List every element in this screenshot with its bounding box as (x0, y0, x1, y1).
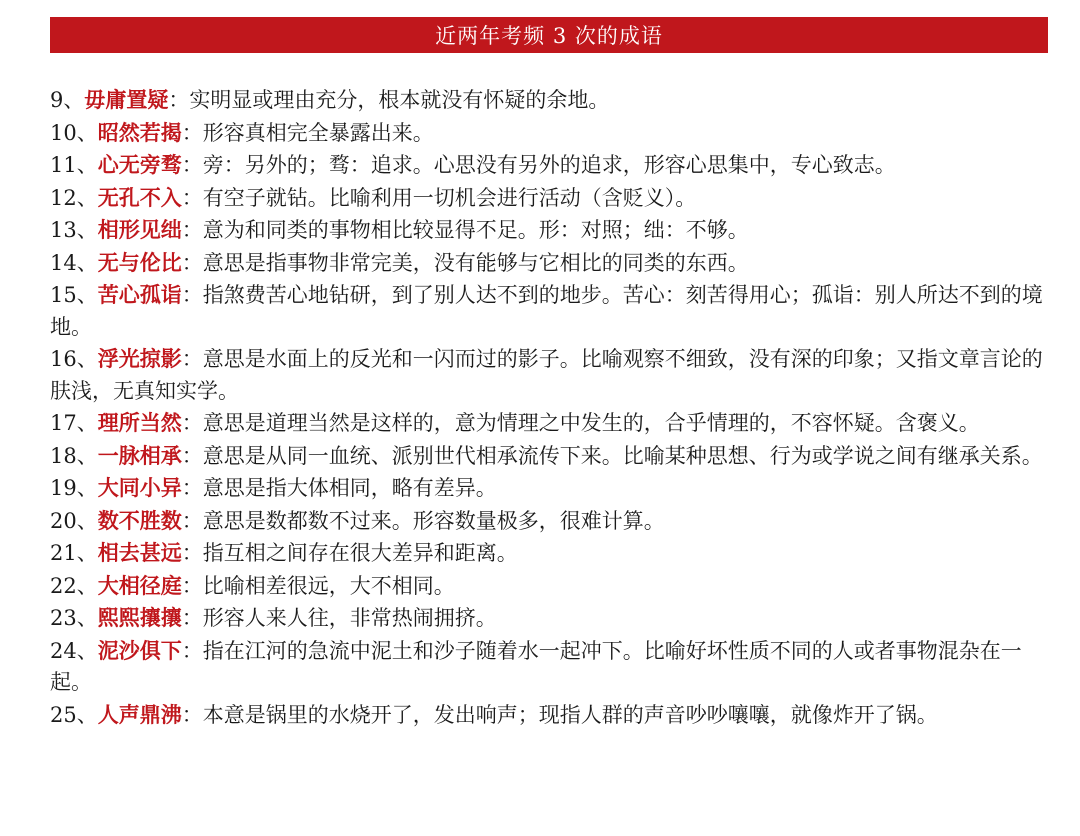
idiom-entry-15 (50, 602, 1050, 635)
idiom-entry-17 (50, 699, 1050, 732)
idiom-entry-7 (50, 279, 1050, 343)
idiom-definition: 指互相之间存在很大差异和距离。 (202, 541, 518, 565)
entry-colon: ： (181, 541, 203, 565)
entry-number: 13、 (50, 218, 98, 242)
idiom-term: 相形见绌 (97, 217, 182, 242)
entry-colon: ： (181, 573, 203, 598)
entry-number: 23、 (50, 606, 98, 630)
idiom-term: 大同小异 (97, 475, 182, 500)
idiom-entry-2 (50, 117, 1050, 150)
idiom-entry-6 (50, 247, 1050, 280)
idiom-list (50, 84, 1050, 731)
idiom-term: 心无旁骛 (97, 152, 182, 177)
idiom-definition: 形容人来人往，非常热闹拥挤。 (202, 606, 497, 630)
idiom-entry-16 (50, 635, 1050, 699)
idiom-definition: 形容真相完全暴露出来。 (202, 120, 434, 145)
entry-colon: ： (181, 120, 203, 145)
entry-number: 25、 (50, 702, 98, 727)
entry-colon: ： (181, 153, 203, 177)
idiom-term: 人声鼎沸 (97, 701, 182, 727)
idiom-term: 理所当然 (97, 410, 182, 435)
idiom-definition: 比喻相差很远，大不相同。 (202, 573, 455, 598)
idiom-definition: 意思是指事物非常完美，没有能够与它相比的同类的东西。 (202, 250, 749, 275)
idiom-entry-10 (50, 440, 1050, 473)
idiom-term: 无与伦比 (97, 249, 182, 275)
idiom-definition: 指在江河的急流中泥土和沙子随着水一起冲下。比喻好坏性质不同的人或者事物混杂在一起。 (50, 638, 1022, 694)
entry-colon: ： (181, 218, 203, 242)
idiom-definition: 意思是道理当然是这样的，意为情理之中发生的，合乎情理的，不容怀疑。含褒义。 (202, 411, 980, 435)
idiom-definition: 意为和同类的事物相比较显得不足。形：对照；绌：不够。 (202, 218, 749, 242)
entry-colon: ： (181, 606, 203, 630)
idiom-entry-1 (50, 84, 1050, 117)
idiom-entry-14 (50, 570, 1050, 603)
idiom-definition: 意思是水面上的反光和一闪而过的影子。比喻观察不细致，没有深的印象；又指文章言论的肤浅，无真知实学。 (50, 347, 1043, 403)
idiom-entry-8 (50, 343, 1050, 407)
idiom-term: 泥沙俱下 (97, 637, 182, 663)
entry-colon: ： (181, 702, 203, 727)
idiom-term: 无孔不入 (97, 184, 182, 210)
idiom-entry-13 (50, 537, 1050, 570)
entry-number: 16、 (50, 347, 98, 371)
entry-colon: ： (181, 185, 203, 210)
entry-number: 18、 (50, 443, 98, 468)
entry-colon: ： (181, 411, 203, 435)
idiom-term: 苦心孤诣 (97, 282, 182, 307)
idiom-entry-11 (50, 472, 1050, 505)
entry-number: 20、 (50, 508, 98, 533)
entry-colon: ： (181, 443, 203, 468)
entry-number: 19、 (50, 476, 98, 500)
entry-number: 22、 (50, 573, 98, 598)
idiom-entry-5 (50, 214, 1050, 247)
idiom-term: 相去甚远 (97, 540, 182, 565)
entry-colon: ： (181, 250, 203, 275)
entry-colon: ： (168, 88, 190, 112)
section-title: 近两年考频 3 次的成语 (435, 24, 663, 48)
idiom-definition: 意思是数都数不过来。形容数量极多，很难计算。 (202, 508, 665, 533)
idiom-definition: 实明显或理由充分，根本就没有怀疑的余地。 (189, 88, 610, 112)
idiom-entry-3 (50, 149, 1050, 182)
idiom-term: 数不胜数 (97, 507, 182, 533)
entry-colon: ： (181, 476, 203, 500)
idiom-term: 昭然若揭 (97, 119, 182, 145)
idiom-term: 一脉相承 (97, 442, 182, 468)
idiom-definition: 旁：另外的；骛：追求。心思没有另外的追求，形容心思集中，专心致志。 (202, 153, 896, 177)
entry-colon: ： (181, 283, 203, 307)
idiom-term: 熙熙攘攘 (97, 605, 182, 630)
idiom-definition: 意思是从同一血统、派别世代相承流传下来。比喻某种思想、行为或学说之间有继承关系。 (202, 443, 1043, 468)
idiom-entry-12 (50, 505, 1050, 538)
entry-number: 15、 (50, 283, 98, 307)
section-header (50, 17, 1048, 53)
entry-number: 17、 (50, 411, 98, 435)
idiom-definition: 指煞费苦心地钻研，到了别人达不到的地步。苦心：刻苦得用心；孤诣：别人所达不到的境地。 (50, 283, 1043, 339)
idiom-entry-9 (50, 407, 1050, 440)
idiom-definition: 本意是锅里的水烧开了，发出响声；现指人群的声音吵吵嚷嚷，就像炸开了锅。 (202, 702, 938, 727)
entry-number: 12、 (50, 185, 98, 210)
idiom-definition: 意思是指大体相同，略有差异。 (202, 476, 497, 500)
entry-number: 14、 (50, 250, 98, 275)
idiom-definition: 有空子就钻。比喻利用一切机会进行活动（含贬义）。 (202, 185, 697, 210)
entry-number: 11、 (50, 153, 98, 177)
idiom-term: 毋庸置疑 (84, 87, 169, 112)
entry-number: 9、 (50, 88, 85, 112)
idiom-term: 浮光掠影 (97, 346, 182, 371)
entry-colon: ： (181, 347, 203, 371)
entry-colon: ： (181, 638, 203, 663)
idiom-term: 大相径庭 (97, 572, 182, 598)
entry-number: 24、 (50, 638, 98, 663)
entry-number: 21、 (50, 541, 98, 565)
entry-colon: ： (181, 508, 203, 533)
entry-number: 10、 (50, 120, 98, 145)
idiom-entry-4 (50, 182, 1050, 215)
